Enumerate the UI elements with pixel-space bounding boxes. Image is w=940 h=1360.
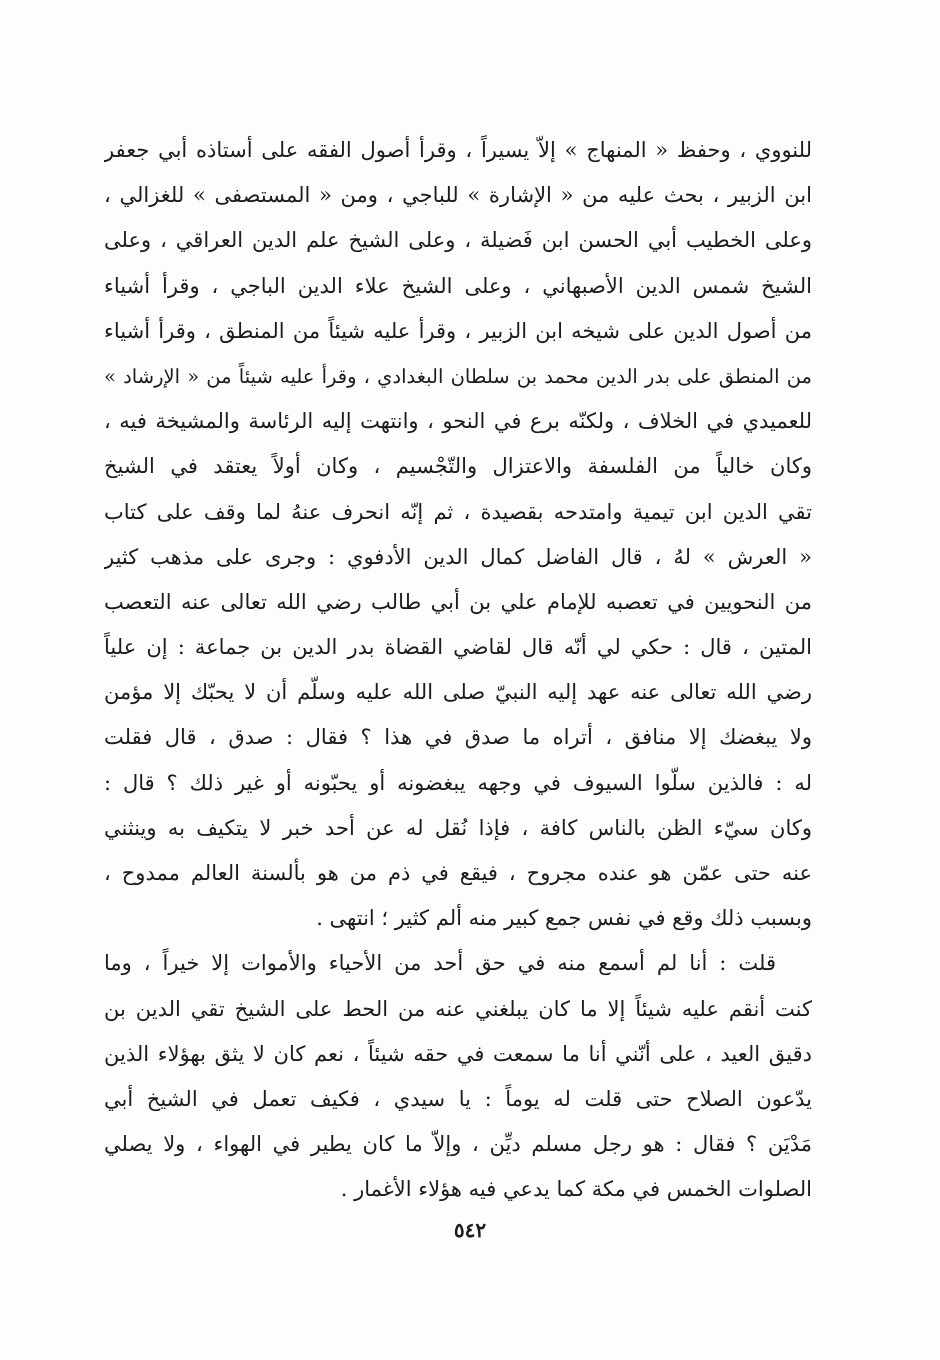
text-line: « العرش » لهُ ، قال الفاضل كمال الدين الأدفوي : وجرى على مذهب كثير: [104, 544, 812, 569]
text-line-paragraph-end: الصلوات الخمس في مكة كما يدعي فيه هؤلاء الأغمار .: [340, 1177, 812, 1202]
text-line: وكان خالياً من الفلسفة والاعتزال والتّجْسيم ، وكان أولاً يعتقد في الشيخ: [104, 454, 812, 479]
text-line: دقيق العيد ، على أنّني أنا ما سمعت في حقه شيئاً ، نعم كان لا يثق بهؤلاء الذين: [104, 1041, 812, 1066]
text-line: له : فالذين سلّوا السيوف في وجهه يبغضونه أو يحبّونه أو غير ذلك ؟ قال :: [104, 770, 812, 795]
text-line: من النحويين في تعصبه للإمام علي بن أبي طالب رضي الله تعالى عنه التعصب: [104, 589, 812, 614]
text-line-paragraph-end: وبسبب ذلك وقع في نفس جمع كبير منه ألم كثير ؛ انتهى .: [316, 906, 812, 931]
text-line: يدّعون الصلاح حتى قلت له يوماً : يا سيدي ، فكيف تعمل في الشيخ أبي: [104, 1086, 812, 1111]
text-line: رضي الله تعالى عنه عهد إليه النبيّ صلى الله عليه وسلّم أن لا يحبّك إلا مؤمن: [104, 680, 812, 705]
text-line: وكان سيّء الظن بالناس كافة ، فإذا نُقل له عن أحد خبر لا يتكيف به وينثني: [104, 815, 812, 840]
text-line-paragraph-start: قلت : أنا لم أسمع منه في حق أحد من الأحياء والأموات إلا خيراً ، وما: [104, 951, 776, 976]
text-line: وعلى الخطيب أبي الحسن ابن فَضيلة ، وعلى الشيخ علم الدين العراقي ، وعلى: [104, 228, 812, 253]
text-line: المتين ، قال : حكي لي أنّه قال لقاضي القضاة بدر الدين بن جماعة : إن علياً: [104, 635, 812, 660]
text-line: كنت أنقم عليه شيئاً إلا ما كان يبلغني عنه من الحط على الشيخ تقي الدين بن: [104, 996, 812, 1021]
text-line: ولا يبغضك إلا منافق ، أتراه ما صدق في هذا ؟ فقال : صدق ، قال فقلت: [104, 725, 812, 750]
text-line: عنه حتى عمّن هو عنده مجروح ، فيقع في ذم من هو بألسنة العالم ممدوح ،: [104, 861, 812, 885]
page-number: ٥٤٢: [453, 1218, 487, 1242]
text-line: للنووي ، وحفظ « المنهاج » إلاّ يسيراً ، وقرأ أصول الفقه على أستاذه أبي جعفر: [104, 138, 812, 162]
text-line: تقي الدين ابن تيمية وامتدحه بقصيدة ، ثم إنّه انحرف عنهُ لما وقف على كتاب: [104, 499, 812, 524]
text-line: من المنطق على بدر الدين محمد بن سلطان البغدادي ، وقرأ عليه شيئاً من « الإرشاد »: [104, 364, 812, 388]
text-line: ابن الزبير ، بحث عليه من « الإشارة » للباجي ، ومن « المستصفى » للغزالي ،: [104, 183, 812, 208]
text-line: مَدْيَن ؟ فقال : هو رجل مسلم ديِّن ، وإلاّ ما كان يطير في الهواء ، ولا يصلي: [104, 1132, 812, 1157]
text-line: من أصول الدين على شيخه ابن الزبير ، وقرأ عليه شيئاً من المنطق ، وقرأ أشياء: [104, 318, 812, 343]
text-line: للعميدي في الخلاف ، ولكنّه برع في النحو ، وانتهت إليه الرئاسة والمشيخة فيه ،: [104, 409, 812, 434]
body-text: [104, 128, 812, 1213]
text-line: الشيخ شمس الدين الأصبهاني ، وعلى الشيخ علاء الدين الباجي ، وقرأ أشياء: [104, 273, 812, 298]
